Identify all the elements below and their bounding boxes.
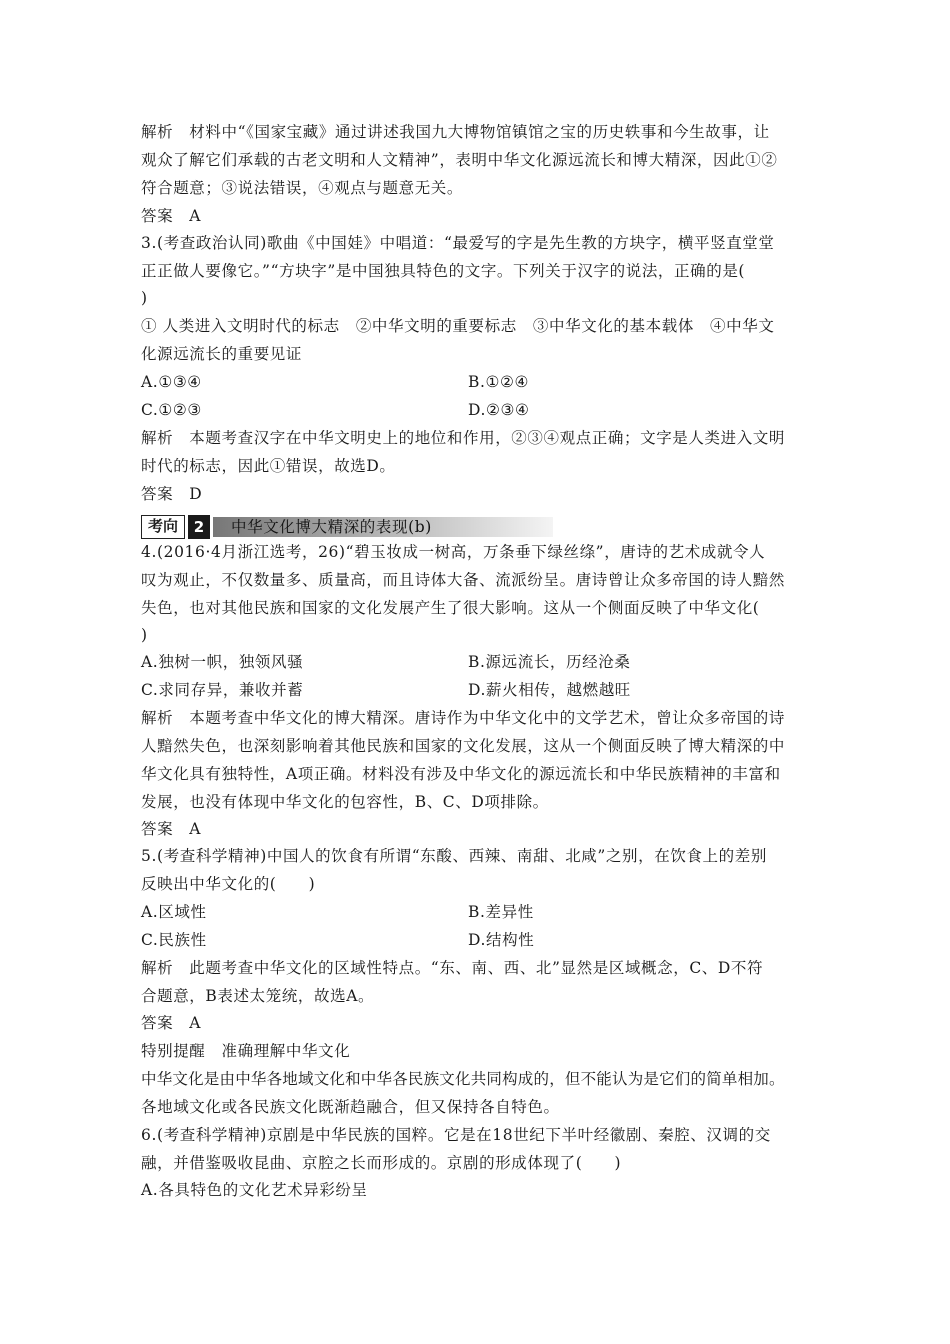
tip-line: 中华文化是由中华各地域文化和中华各民族文化共同构成的，但不能认为是它们的简单相加。 xyxy=(141,1070,785,1088)
option-a: A.区域性 xyxy=(141,903,207,921)
question-line: ) xyxy=(141,289,148,307)
option-c: C.民族性 xyxy=(141,931,207,949)
answer-line: 答案 A xyxy=(141,820,202,838)
section-label: 考向 xyxy=(141,515,185,539)
question-line: ) xyxy=(141,626,148,644)
analysis-line: 解析 此题考查中华文化的区域性特点。“东、南、西、北”显然是区域概念，C、D不符 xyxy=(141,959,764,977)
analysis-line: 发展，也没有体现中华文化的包容性，B、C、D项排除。 xyxy=(141,793,549,811)
option-c: C.①②③ xyxy=(141,401,202,419)
option-d: D.结构性 xyxy=(468,931,535,949)
option-row xyxy=(141,372,821,392)
analysis-line: 合题意，B表述太笼统，故选A。 xyxy=(141,987,375,1005)
question-line: 6.(考查科学精神)京剧是中华民族的国粹。它是在18世纪下半叶经徽剧、秦腔、汉调的交 xyxy=(141,1126,771,1144)
analysis-line: 解析 本题考查汉字在中华文明史上的地位和作用，②③④观点正确；文字是人类进入文明 xyxy=(141,429,786,447)
analysis-line: 解析 材料中“《国家宝藏》通过讲述我国九大博物馆镇馆之宝的历史轶事和今生故事，让 xyxy=(141,123,770,141)
option-a: A.①③④ xyxy=(141,373,202,391)
analysis-line: 符合题意；③说法错误，④观点与题意无关。 xyxy=(141,179,464,197)
answer-line: 答案 D xyxy=(141,485,203,503)
option-a: A.各具特色的文化艺术异彩纷呈 xyxy=(141,1181,368,1199)
question-line: 反映出中华文化的( ) xyxy=(141,875,316,893)
question-line: 失色，也对其他民族和国家的文化发展产生了很大影响。这从一个侧面反映了中华文化( xyxy=(141,599,760,617)
section-title: 中华文化博大精深的表现(b) xyxy=(231,518,432,536)
option-b: B.①②④ xyxy=(468,373,530,391)
question-line: 融，并借鉴吸收昆曲、京腔之长而形成的。京剧的形成体现了( ) xyxy=(141,1154,622,1172)
question-line: 正正做人要像它。”“方块字”是中国独具特色的文字。下列关于汉字的说法，正确的是( xyxy=(141,262,746,280)
option-a: A.独树一帜，独领风骚 xyxy=(141,653,304,671)
question-line: ① 人类进入文明时代的标志 ②中华文明的重要标志 ③中华文化的基本载体 ④中华文 xyxy=(141,317,775,335)
option-row xyxy=(141,400,821,420)
analysis-line: 时代的标志，因此①错误，故选D。 xyxy=(141,457,396,475)
option-row xyxy=(141,652,821,672)
analysis-line: 人黯然失色，也深刻影响着其他民族和国家的文化发展，这从一个侧面反映了博大精深的中 xyxy=(141,737,786,755)
answer-line: 答案 A xyxy=(141,1014,202,1032)
option-b: B.差异性 xyxy=(468,903,534,921)
section-number: 2 xyxy=(188,515,210,539)
option-d: D.薪火相传，越燃越旺 xyxy=(468,681,631,699)
tip-line: 各地域文化或各民族文化既渐趋融合，但又保持各自特色。 xyxy=(141,1098,560,1116)
option-c: C.求同存异，兼收并蓄 xyxy=(141,681,304,699)
answer-line: 答案 A xyxy=(141,207,202,225)
analysis-line: 解析 本题考查中华文化的博大精深。唐诗作为中华文化中的文学艺术，曾让众多帝国的诗 xyxy=(141,709,786,727)
analysis-line: 观众了解它们承载的古老文明和人文精神”，表明中华文化源远流长和博大精深，因此①② xyxy=(141,151,778,169)
question-line: 5.(考查科学精神)中国人的饮食有所谓“东酸、西辣、南甜、北咸”之别，在饮食上的差别 xyxy=(141,847,767,865)
option-d: D.②③④ xyxy=(468,401,530,419)
question-line: 4.(2016·4月浙江选考，26)“碧玉妆成一树高，万条垂下绿丝绦”，唐诗的艺术成就令人 xyxy=(141,543,766,561)
question-line: 叹为观止，不仅数量多、质量高，而且诗体大备、流派纷呈。唐诗曾让众多帝国的诗人黯然 xyxy=(141,571,786,589)
analysis-line: 华文化具有独特性，A项正确。材料没有涉及中华文化的源远流长和中华民族精神的丰富和 xyxy=(141,765,781,783)
question-line: 3.(考查政治认同)歌曲《中国娃》中唱道：“最爱写的字是先生教的方块字，横平竖直堂堂 xyxy=(141,234,775,252)
option-row xyxy=(141,902,821,922)
question-line: 化源远流长的重要见证 xyxy=(141,345,303,363)
tip-title: 特别提醒 准确理解中华文化 xyxy=(141,1042,351,1060)
option-b: B.源远流长，历经沧桑 xyxy=(468,653,631,671)
option-row xyxy=(141,930,821,950)
section-header xyxy=(141,515,561,539)
option-row xyxy=(141,680,821,700)
